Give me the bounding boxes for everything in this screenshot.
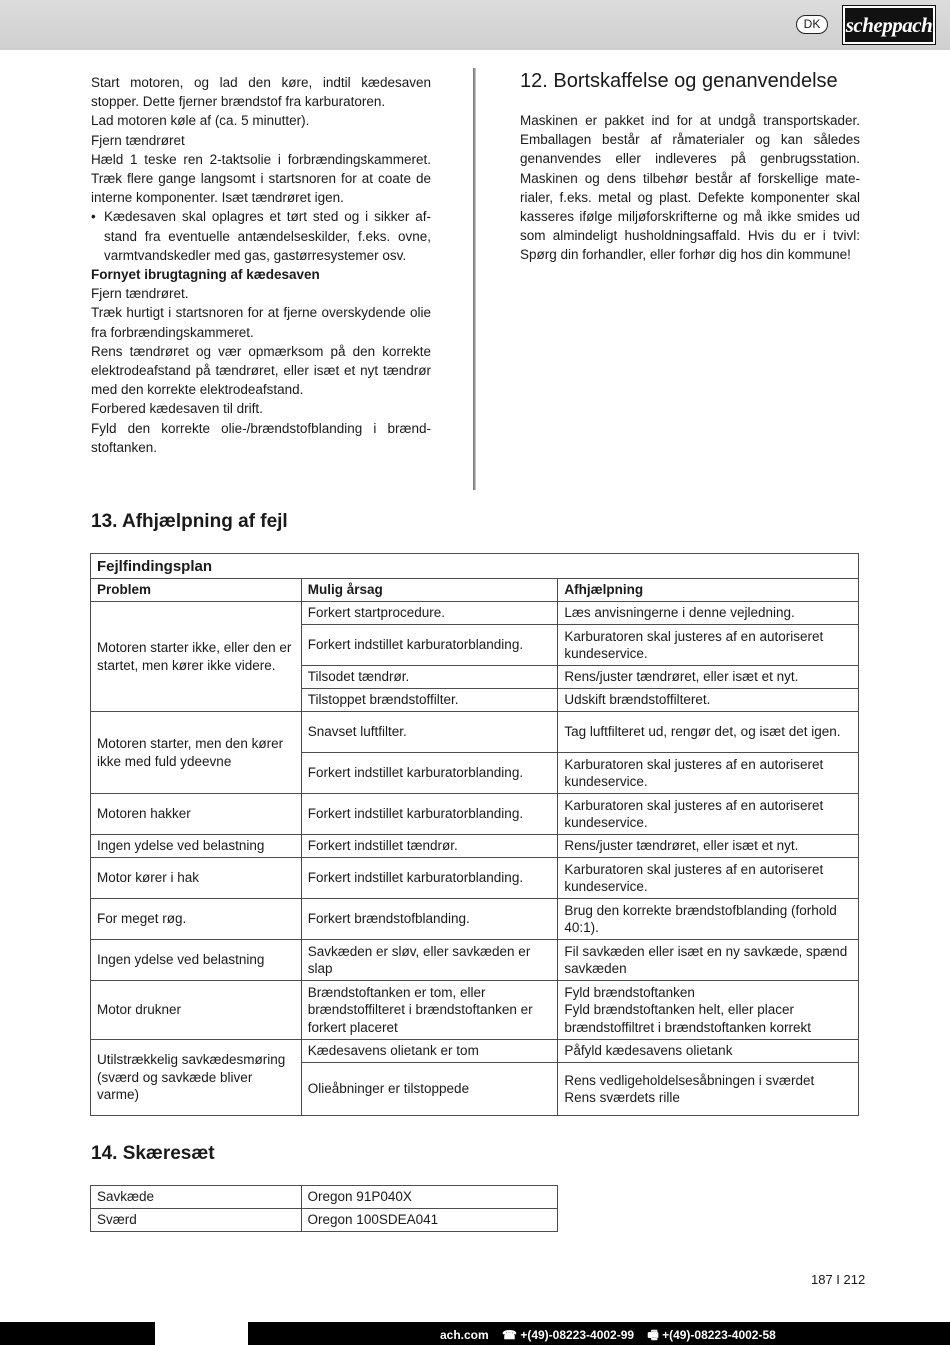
footer-fax: 🖷 +(49)-08223-4002-58 [647, 1328, 776, 1342]
table-cell: Oregon 100SDEA041 [301, 1209, 557, 1232]
language-badge: DK [796, 15, 828, 34]
cause-cell: Tilsodet tændrør. [301, 666, 558, 689]
troubleshooting-table [90, 553, 859, 1116]
paragraph: Træk hurtigt i startsnoren for at fjerne overskydende olie fra forbrændingskammeret. [91, 305, 431, 340]
section-heading: 12. Bortskaffelse og genanvendelse [520, 70, 838, 92]
remedy-cell: Karburatoren skal justeres af en autoriseret kundeservice. [558, 753, 859, 794]
table-row [91, 712, 859, 753]
table-cell: Oregon 91P040X [301, 1186, 557, 1209]
footer-bar [0, 1322, 950, 1345]
remedy-cell: Læs anvisningerne i denne vejledning. [558, 602, 859, 625]
paragraph: Maskinen er pakket ind for at undgå transportskader. Emballagen består af råmaterialer og kan således genanvendes eller indleveres på genbrugsstation. Maskinen og dens tilbehør består af forskellige materialer, f.eks. metal og plast. Defekte komponenter skal kasseres ifølge miljøforskrifterne og må ikke smides ud som almindeligt husholdningsaffald. Hvis du er i tvivl: Spørg din forhandler, eller forhør dig hos din kommune! [520, 113, 860, 263]
cause-cell: Forkert indstillet karburatorblanding. [301, 625, 558, 666]
cause-cell: Forkert indstillet karburatorblanding. [301, 753, 558, 794]
remedy-cell: Rens/juster tændrøret, eller isæt et nyt. [558, 666, 859, 689]
paragraph: Start motoren, og lad den køre, indtil kædesaven stopper. Dette fjerner brændstof fra karburatoren. [91, 75, 431, 110]
remedy-cell: Påfyld kædesavens olietank [558, 1040, 859, 1063]
table-caption: Fejlfindingsplan [91, 554, 859, 579]
paragraph: Fjern tændrøret. [91, 286, 189, 302]
table-row [91, 602, 859, 625]
table-cell: Savkæde [91, 1186, 302, 1209]
footer-phone: ☎ +(49)-08223-4002-99 [502, 1328, 635, 1342]
problem-cell: Motoren starter ikke, eller den er startet, men kører ikke videre. [91, 602, 302, 712]
column-header: Problem [91, 579, 302, 602]
cause-cell: Tilstoppet brændstoffilter. [301, 689, 558, 712]
problem-cell: Motoren starter, men den kører ikke med fuld ydeevne [91, 712, 302, 794]
footer-web: ach.com [440, 1328, 489, 1342]
cause-cell: Forkert startprocedure. [301, 602, 558, 625]
problem-cell: Ingen ydelse ved belastning [91, 940, 302, 981]
problem-cell: For meget røg. [91, 899, 302, 940]
paragraph: Lad motoren køle af (ca. 5 minutter). [91, 113, 310, 129]
section-heading: 13. Afhjælpning af fejl [91, 511, 288, 532]
problem-cell: Motor drukner [91, 981, 302, 1040]
table-cell: Sværd [91, 1209, 302, 1232]
remedy-cell: Brug den korrekte brændstofblanding (forhold 40:1). [558, 899, 859, 940]
paragraph: Hæld 1 teske ren 2-taktsolie i forbrændingskammeret. Træk flere gange langsomt i startsnoren for at coate de interne komponenter. Isæt tændrøret igen. [91, 151, 431, 206]
cutting-set-table [90, 1185, 558, 1232]
problem-cell: Utilstrækkelig savkædesmøring (sværd og savkæde bliver varme) [91, 1040, 302, 1116]
footer-gap [155, 1322, 248, 1345]
paragraph: Fyld den korrekte olie-/brændstofblanding i brændstoftanken. [91, 420, 431, 455]
cause-cell: Snavset luftfilter. [301, 712, 558, 753]
column-header: Afhjælpning [558, 579, 859, 602]
table-row [91, 940, 859, 981]
cause-cell: Kædesavens olietank er tom [301, 1040, 558, 1063]
remedy-cell: Fil savkæden eller isæt en ny savkæde, spænd savkæden [558, 940, 859, 981]
cause-cell: Brændstoftanken er tom, eller brændstoffilteret i brændstoftanken er forkert placeret [301, 981, 558, 1040]
cause-cell: Savkæden er sløv, eller savkæden er slap [301, 940, 558, 981]
remedy-cell: Rens/juster tændrøret, eller isæt et nyt. [558, 835, 859, 858]
column-divider [473, 68, 476, 490]
footer-contact [440, 1326, 786, 1345]
table-row [91, 1040, 859, 1063]
subheading: Fornyet ibrugtagning af kædesaven [91, 267, 320, 283]
right-column [520, 68, 860, 265]
remedy-cell: Karburatoren skal justeres af en autoriseret kundeservice. [558, 794, 859, 835]
bullet-mark: • [91, 209, 96, 225]
table-row [91, 981, 859, 1040]
table-row [91, 835, 859, 858]
cause-cell: Forkert indstillet karburatorblanding. [301, 794, 558, 835]
problem-cell: Motor kører i hak [91, 858, 302, 899]
section-heading: 14. Skæresæt [91, 1143, 215, 1164]
cause-cell: Forkert brændstofblanding. [301, 899, 558, 940]
remedy-cell: Tag luftfilteret ud, rengør det, og isæt det igen. [558, 712, 859, 753]
remedy-cell: Rens vedligeholdelsesåbningen i sværdet Rens sværdets rille [558, 1063, 859, 1116]
page-number: 187 I 212 [811, 1272, 866, 1287]
remedy-cell: Karburatoren skal justeres af en autoriseret kundeservice. [558, 858, 859, 899]
paragraph: Fjern tændrøret [91, 132, 185, 148]
problem-cell: Motoren hakker [91, 794, 302, 835]
table-row [91, 1209, 558, 1232]
remedy-cell: Karburatoren skal justeres af en autoriseret kundeservice. [558, 625, 859, 666]
bullet-text: Kædesaven skal oplagres et tørt sted og i sikker afstand fra eventuelle antændelseskilder, f.eks. ovne, varmtvandskedler med gas, gastørresystemer osv. [104, 209, 431, 263]
paragraph: Rens tændrøret og vær opmærksom på den korrekte elektrodeafstand på tændrøret, eller isæt et nyt tændrør med den korrekte elektrodeafstand. [91, 343, 431, 398]
problem-cell: Ingen ydelse ved belastning [91, 835, 302, 858]
table-row [91, 858, 859, 899]
table-row [91, 794, 859, 835]
brand-logo: scheppach [843, 6, 935, 44]
column-header: Mulig årsag [301, 579, 558, 602]
cause-cell: Forkert indstillet karburatorblanding. [301, 858, 558, 899]
remedy-cell: Fyld brændstoftanken Fyld brændstoftanken helt, eller placer brændstoffiltret i brændstoftanken korrekt [558, 981, 859, 1040]
paragraph: Forbered kædesaven til drift. [91, 401, 263, 417]
header-bar [0, 0, 950, 50]
cause-cell: Forkert indstillet tændrør. [301, 835, 558, 858]
remedy-cell: Udskift brændstoffilteret. [558, 689, 859, 712]
left-column [91, 73, 431, 457]
bullet-item [91, 207, 431, 265]
table-row [91, 1186, 558, 1209]
table-row [91, 899, 859, 940]
cause-cell: Olieåbninger er tilstoppede [301, 1063, 558, 1116]
